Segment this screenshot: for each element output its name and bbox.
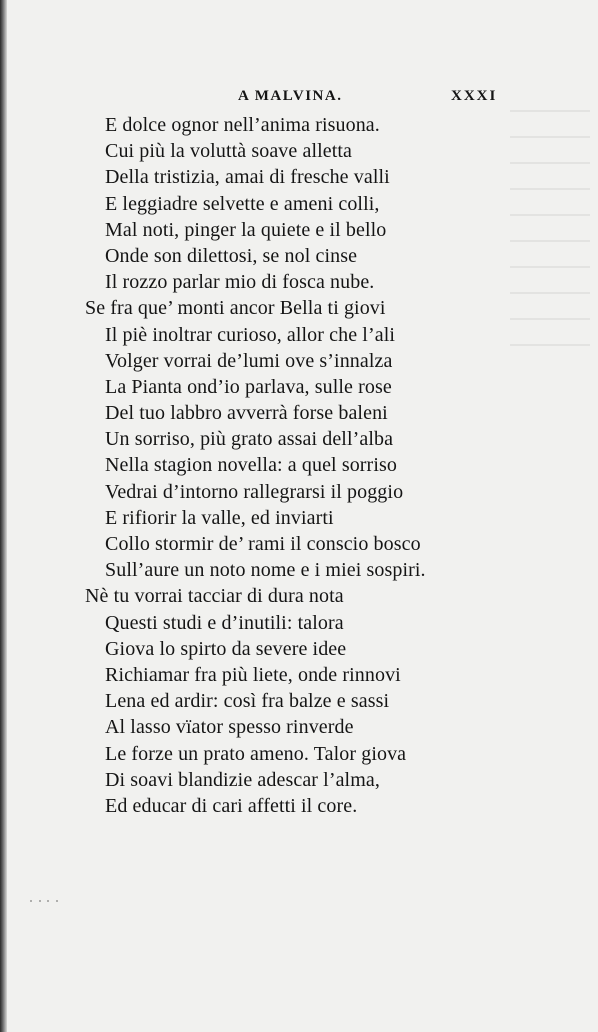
poem-line: Giova lo spirto da severe idee [105, 637, 347, 660]
poem-line: Vedrai d’intorno rallegrarsi il poggio [105, 480, 404, 503]
poem-line: E leggiadre selvette e ameni colli, [105, 192, 380, 215]
poem-text [0, 112, 598, 819]
poem-line: Un sorriso, più grato assai dell’alba [105, 428, 394, 451]
printing-speck [30, 898, 64, 904]
poem-line: La Pianta ond’io parlava, sulle rose [105, 375, 392, 398]
poem-line: Le forze un prato ameno. Talor giova [105, 742, 407, 765]
poem-line: Cui più la voluttà soave alletta [105, 140, 353, 163]
poem-line: Nella stagion novella: a quel sorriso [105, 454, 397, 477]
page-number: XXXI [451, 88, 498, 104]
poem-line: Mal noti, pinger la quiete e il bello [105, 218, 387, 241]
poem-line: Richiamar fra più liete, onde rinnovi [105, 663, 401, 686]
poem-line: Volger vorrai de’lumi ove s’innalza [105, 349, 393, 372]
poem-line: Sull’aure un noto nome e i miei sospiri. [105, 559, 426, 582]
poem-line: Di soavi blandizie adescar l’alma, [105, 768, 380, 791]
poem-line: Del tuo labbro avverrà forse baleni [105, 402, 388, 425]
poem-line: Nè tu vorrai tacciar di dura nota [85, 585, 344, 608]
poem-line: Al lasso vïator spesso rinverde [105, 716, 354, 739]
poem-line: E rifiorir la valle, ed inviarti [105, 506, 334, 529]
poem-line: Collo stormir de’ rami il conscio bosco [105, 533, 421, 555]
poem-line: Ed educar di cari affetti il core. [105, 794, 358, 817]
running-title: A MALVINA. [238, 88, 343, 104]
poem-line: Della tristizia, amai di fresche valli [105, 166, 390, 189]
poem-line: Il rozzo parlar mio di fosca nube. [105, 271, 375, 294]
running-header [0, 88, 598, 112]
poem-line: Il piè inoltrar curioso, allor che l’ali [105, 323, 396, 346]
poem-line: Se fra que’ monti ancor Bella ti giovi [85, 297, 386, 320]
poem-line: Onde son dilettosi, se nol cinse [105, 244, 358, 267]
poem-line: Lena ed ardir: così fra balze e sassi [105, 690, 390, 713]
poem-line: Questi studi e d’inutili: talora [105, 611, 344, 634]
poem-line: E dolce ognor nell’anima risuona. [105, 114, 380, 136]
